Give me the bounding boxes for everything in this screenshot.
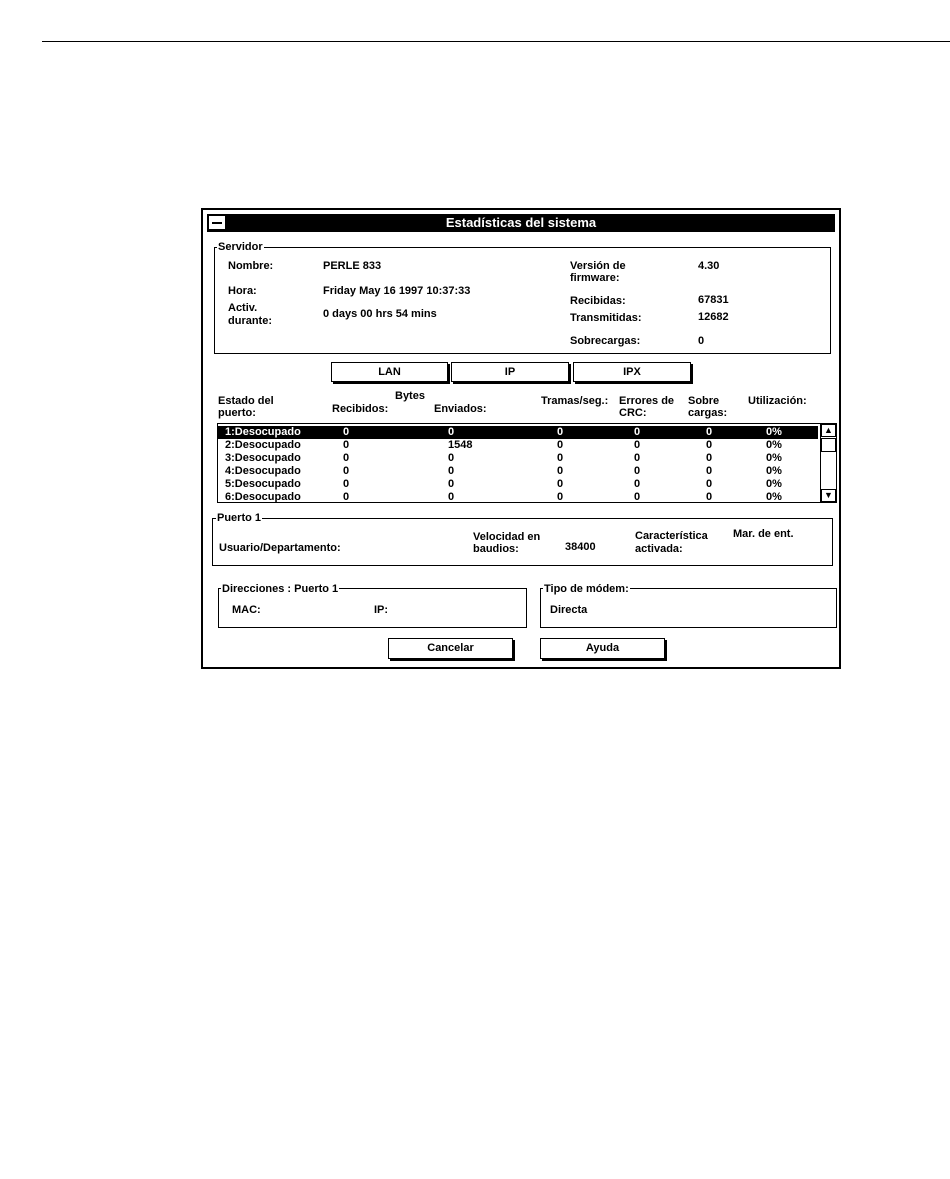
port-crc-errors: 0: [634, 491, 641, 503]
port-crc-errors: 0: [634, 439, 641, 451]
modem-type-value: Directa: [550, 604, 588, 616]
port-state-header-line2: puerto:: [218, 407, 256, 419]
port-state: 1:Desocupado: [225, 426, 301, 438]
overloads-value: 0: [698, 335, 705, 347]
list-item[interactable]: [218, 465, 818, 478]
tab-ipx[interactable]: IPX: [573, 362, 691, 382]
transmitted-label: Transmitidas:: [570, 312, 642, 324]
port-frames: 0: [557, 478, 564, 490]
port-frames: 0: [557, 426, 564, 438]
received-value: 67831: [698, 294, 729, 306]
uptime-label-line2: durante:: [228, 315, 272, 327]
port-utilization: 0%: [766, 478, 782, 490]
received-header: Recibidos:: [332, 403, 389, 415]
port-overloads: 0: [706, 426, 713, 438]
tab-ip[interactable]: IP: [451, 362, 569, 382]
feature-label-line2: activada:: [635, 543, 683, 555]
ip-label: IP:: [374, 604, 389, 616]
title-bar[interactable]: [207, 214, 835, 232]
port-details-group-label: Puerto 1: [217, 512, 262, 524]
crc-errors-header-line1: Errores de: [619, 395, 675, 407]
port-crc-errors: 0: [634, 478, 641, 490]
arrow-down-icon[interactable]: ▼: [821, 489, 836, 502]
page-header-rule: [42, 41, 950, 42]
port-utilization: 0%: [766, 439, 782, 451]
port-state: 6:Desocupado: [225, 491, 301, 503]
name-value: PERLE 833: [323, 260, 382, 272]
scroll-thumb[interactable]: [821, 438, 836, 452]
port-sent: 0: [448, 465, 455, 477]
utilization-header: Utilización:: [748, 395, 807, 407]
port-frames: 0: [557, 465, 564, 477]
dialog-title: Estadísticas del sistema: [445, 215, 597, 230]
server-group: [214, 247, 831, 354]
port-overloads: 0: [706, 478, 713, 490]
port-crc-errors: 0: [634, 452, 641, 464]
sent-header: Enviados:: [434, 403, 487, 415]
list-item[interactable]: [218, 478, 818, 491]
arrow-up-icon[interactable]: ▲: [821, 424, 836, 437]
list-item[interactable]: [218, 491, 818, 503]
modem-type-group-label: Tipo de módem:: [544, 583, 629, 595]
port-received: 0: [343, 478, 350, 490]
port-list[interactable]: [217, 423, 837, 503]
port-state: 2:Desocupado: [225, 439, 301, 451]
transmitted-value: 12682: [698, 311, 729, 323]
system-statistics-dialog: [201, 208, 841, 669]
port-sent: 0: [448, 491, 455, 503]
cancel-button[interactable]: Cancelar: [388, 638, 513, 659]
firmware-value: 4.30: [698, 260, 720, 272]
port-received: 0: [343, 452, 350, 464]
port-utilization: 0%: [766, 426, 782, 438]
port-crc-errors: 0: [634, 426, 641, 438]
tab-lan[interactable]: LAN: [331, 362, 448, 382]
port-sent: 0: [448, 478, 455, 490]
port-received: 0: [343, 426, 350, 438]
port-utilization: 0%: [766, 452, 782, 464]
port-sent: 0: [448, 452, 455, 464]
port-sent: 1548: [448, 439, 473, 451]
port-state: 4:Desocupado: [225, 465, 301, 477]
baud-rate-label-line2: baudios:: [473, 543, 519, 555]
port-overloads: 0: [706, 465, 713, 477]
baud-rate-value: 38400: [565, 541, 596, 553]
server-group-label: Servidor: [218, 241, 263, 253]
feature-value: Mar. de ent.: [733, 528, 794, 540]
port-sent: 0: [448, 426, 455, 438]
list-item[interactable]: [218, 452, 818, 465]
received-label: Recibidas:: [570, 295, 626, 307]
port-state: 3:Desocupado: [225, 452, 301, 464]
overloads-header-line1: Sobre: [688, 395, 720, 407]
name-label: Nombre:: [228, 260, 274, 272]
baud-rate-label-line1: Velocidad en: [473, 531, 541, 543]
time-value: Friday May 16 1997 10:37:33: [323, 285, 471, 297]
uptime-label-line1: Activ.: [228, 302, 258, 314]
port-crc-errors: 0: [634, 465, 641, 477]
overloads-label: Sobrecargas:: [570, 335, 641, 347]
firmware-label-line1: Versión de: [570, 260, 626, 272]
uptime-value: 0 days 00 hrs 54 mins: [323, 308, 437, 320]
port-overloads: 0: [706, 439, 713, 451]
port-utilization: 0%: [766, 491, 782, 503]
mac-label: MAC:: [232, 604, 261, 616]
overloads-header-line2: cargas:: [688, 407, 728, 419]
port-overloads: 0: [706, 452, 713, 464]
port-received: 0: [343, 491, 350, 503]
port-frames: 0: [557, 491, 564, 503]
list-item[interactable]: [218, 426, 818, 439]
port-utilization: 0%: [766, 465, 782, 477]
port-frames: 0: [557, 452, 564, 464]
port-frames: 0: [557, 439, 564, 451]
port-received: 0: [343, 465, 350, 477]
time-label: Hora:: [228, 285, 257, 297]
port-state-header-line1: Estado del: [218, 395, 274, 407]
addresses-group-label: Direcciones : Puerto 1: [222, 583, 339, 595]
user-department-label: Usuario/Departamento:: [219, 542, 341, 554]
help-button[interactable]: Ayuda: [540, 638, 665, 659]
list-item[interactable]: [218, 439, 818, 452]
bytes-header: Bytes: [395, 390, 425, 402]
vertical-scrollbar[interactable]: [820, 424, 837, 502]
port-state: 5:Desocupado: [225, 478, 301, 490]
port-received: 0: [343, 439, 350, 451]
port-overloads: 0: [706, 491, 713, 503]
feature-label-line1: Característica: [635, 530, 708, 542]
frames-header: Tramas/seg.:: [541, 395, 609, 407]
firmware-label-line2: firmware:: [570, 272, 620, 284]
crc-errors-header-line2: CRC:: [619, 407, 647, 419]
